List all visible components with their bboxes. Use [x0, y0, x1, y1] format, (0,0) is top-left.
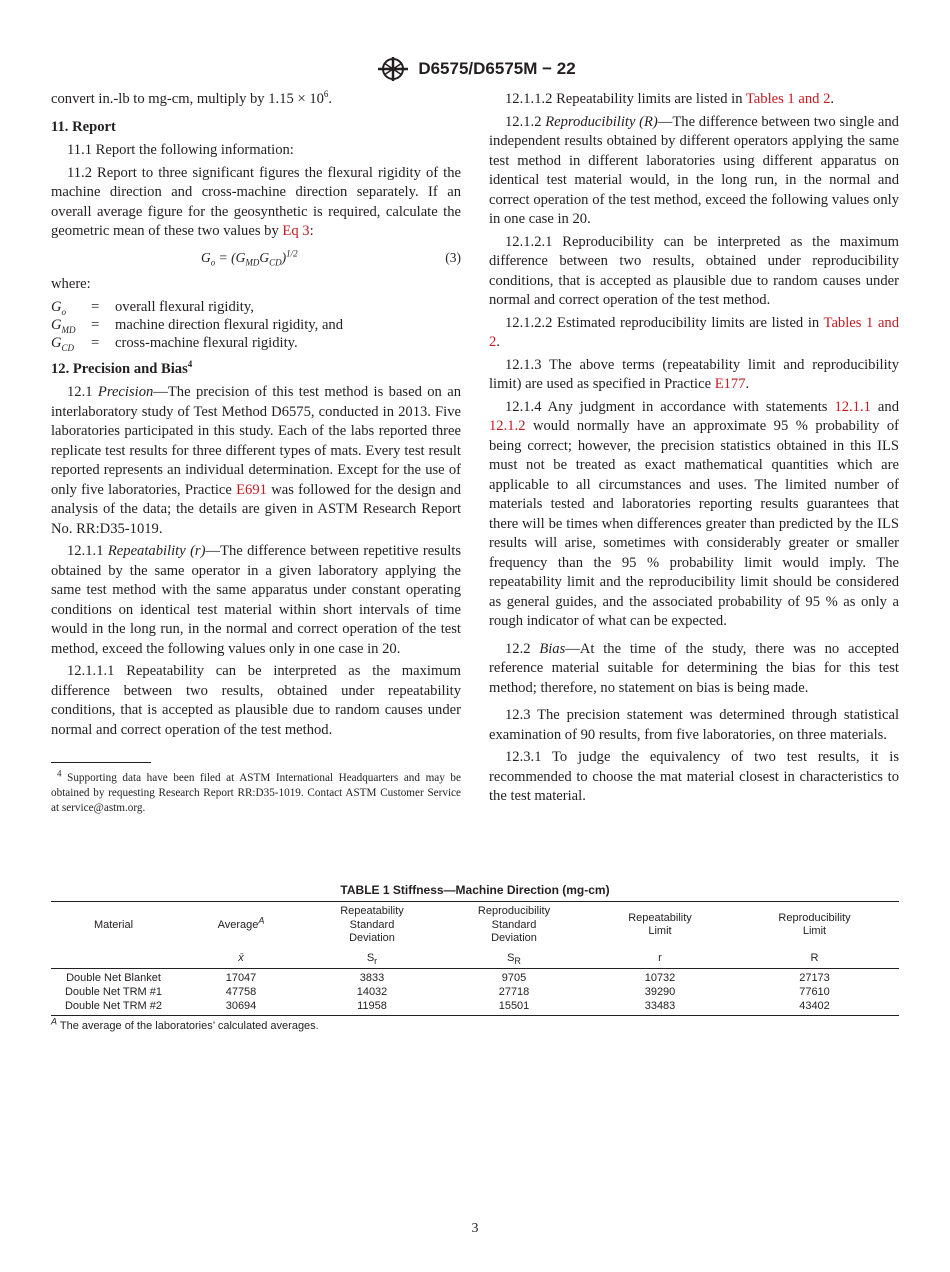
where-label: where:	[51, 276, 91, 292]
right-column	[489, 90, 899, 810]
para-12-1-1-2: 12.1.1.2 Repeatability limits are listed in Tables 1 and 2.	[505, 91, 835, 107]
section-12-1-2-link[interactable]: 12.1.2	[489, 418, 526, 434]
table-footnote: $^A$ The average of the laboratories’ calculated averages.	[51, 1016, 319, 1032]
symbol-sR: $S_R$	[438, 948, 590, 969]
definition-row: $G_{CD}$ = cross-machine flexural rigidity.	[51, 334, 298, 353]
para-12-1-1-1: 12.1.1.1 Repeatability can be interpreted as the maximum difference between two results, obtained under repeatability conditions, that is accepted as plausible due to random causes under normal and correct operation of the test method.	[51, 663, 461, 738]
col-reproducibility-limit: Reproducibility Limit	[730, 902, 899, 948]
page-header	[0, 56, 950, 82]
para-12-1-2-1: 12.1.2.1 Reproducibility can be interpreted as the maximum difference between two results, obtained under reproducibility conditions, that is accepted as plausible due to random causes under normal and correct operation of the test method.	[489, 233, 899, 308]
table-symbol-row	[51, 948, 899, 969]
e177-link[interactable]: E177	[714, 376, 746, 392]
table-row: Double Net Blanket 17047 3833 9705 10732 27173	[66, 972, 830, 984]
tables-link[interactable]: Tables 1 and 2	[489, 314, 900, 350]
e691-link[interactable]: E691	[236, 481, 267, 498]
equation-3: $G_o = (G_{MD}G_{CD})^{1/2}$ (3)	[201, 248, 461, 268]
para-12-1: 12.1 Precision—The precision of this test method is based on an interlaboratory study of Test Method D6575, conducted in 2013. Five laboratories participated in this study. Each of the labs reported three replicate test results for three different types of mats. Every test result reported represents an individual determination. Except for the use of only five laboratories, Practice E691 was followed for the design and analysis of the data; the details are given in ASTM Research Report No. RR:D35-1019.	[51, 384, 461, 537]
para-12-1-2: 12.1.2 Reproducibility (R)—The difference between two single and independent results obtained by different operators applying the same test method in different laboratories using different apparatus on identical test material would, in the long run, in the normal and correct operation of the test method, exceed the following values only in one case in 20.	[489, 113, 899, 227]
symbol-definitions	[51, 298, 343, 352]
equation-number: (3)	[445, 249, 461, 265]
para-12-3-1: 12.3.1 To judge the equivalency of two test results, it is recommended to choose the mat material closest in characteristics to the test material.	[489, 749, 899, 804]
tables-link[interactable]: Tables 1 and 2	[745, 91, 831, 107]
para-12-1-2-2: 12.1.2.2 Estimated reproducibility limits are listed in Tables 1 and 2.	[489, 314, 900, 350]
symbol-R: R	[730, 948, 899, 969]
para-12-1-4: 12.1.4 Any judgment in accordance with statements 12.1.1 and 12.1.2 would normally have an approximate 95 % probability of being correct; however, the precision statistics obtained in this ILS must not be treated as exact mathematical quantities which are applicable to all circumstances and uses. The limited number of materials tested and laboratories reporting results guarantees that there will be times when differences greater than predicted by the ILS results will arise, sometimes with considerably greater or smaller frequency than the 95 % probability limit would imply. The repeatability limit and the reproducibility limit should be considered as general guides, and the associated probability of 95 % as only a rough indicator of what can be expected.	[489, 398, 899, 629]
section-12-1-1-link[interactable]: 12.1.1	[834, 398, 871, 415]
para-12-2: 12.2 Bias—At the time of the study, there was no accepted reference material suitable for determining the bias for this test method; therefore, no statement on bias is being made.	[489, 640, 900, 696]
table-header-row	[51, 902, 899, 948]
footnote-4: $^4$ Supporting data have been filed at ASTM International Headquarters and may be obtained by requesting Research Report RR:D35-1019. Contact ASTM Customer Service at service@astm.org.	[51, 768, 461, 814]
para-11-2: 11.2 Report to three significant figures the flexural rigidity of the machine direction and cross-machine direction separately. If an overall average figure for the geosynthetic is required, calculate the geometric mean of these two values by Eq 3:	[51, 164, 461, 239]
definition-row: $G_o$ = overall flexural rigidity,	[51, 298, 254, 317]
para-11-1: 11.1 Report the following information:	[67, 142, 294, 158]
intro-line: convert in.-lb to mg-cm, multiply by $1.15 \times 10^6$.	[51, 89, 333, 107]
table-row: Double Net TRM #1 47758 14032 27718 39290 77610	[64, 986, 830, 998]
table-row: Double Net TRM #2 30694 11958 15501 33483 43402	[51, 999, 899, 1016]
stiffness-table	[51, 901, 899, 1016]
page-number: 3	[471, 1221, 479, 1236]
col-average: Average$^A$	[176, 902, 306, 948]
eq3-link[interactable]: Eq 3	[282, 223, 310, 239]
para-12-1-3: 12.1.3 The above terms (repeatability limit and reproducibility limit) are used as specified in Practice E177.	[489, 356, 899, 392]
table-1	[51, 901, 899, 1032]
para-12-3: 12.3 The precision statement was determined through statistical examination of 90 results, from five laboratories, on three materials.	[489, 707, 899, 743]
col-reproducibility-sd: Reproducibility Standard Deviation	[438, 902, 590, 948]
section-11-heading: 11. Report	[51, 118, 116, 135]
col-repeatability-limit: Repeatability Limit	[590, 902, 730, 948]
astm-logo-icon	[374, 56, 412, 82]
definition-row: $G_{MD}$ = machine direction flexural rigidity, and	[51, 316, 344, 335]
document-id: D6575/D6575M − 22	[418, 59, 576, 78]
footnote-divider	[51, 762, 151, 763]
col-repeatability-sd: Repeatability Standard Deviation	[306, 902, 438, 948]
para-12-1-1: 12.1.1 Repeatability (r)—The difference between repetitive results obtained by the same operator in a given laboratory applying the same test method with the same apparatus under constant operating conditions on identical test material within short intervals of time would in the long run, in the normal and correct operation of the test method, exceed the following values only in one case in 20.	[51, 543, 461, 657]
symbol-xbar: x̄	[176, 948, 306, 969]
symbol-r: r	[590, 948, 730, 969]
table-1-title: TABLE 1 Stiffness—Machine Direction (mg-cm)	[340, 883, 610, 897]
col-material: Material	[51, 902, 176, 948]
symbol-sr: $S_r$	[306, 948, 438, 969]
left-column	[51, 90, 461, 816]
section-12-heading: 12. Precision and Bias$^4$	[51, 358, 193, 377]
